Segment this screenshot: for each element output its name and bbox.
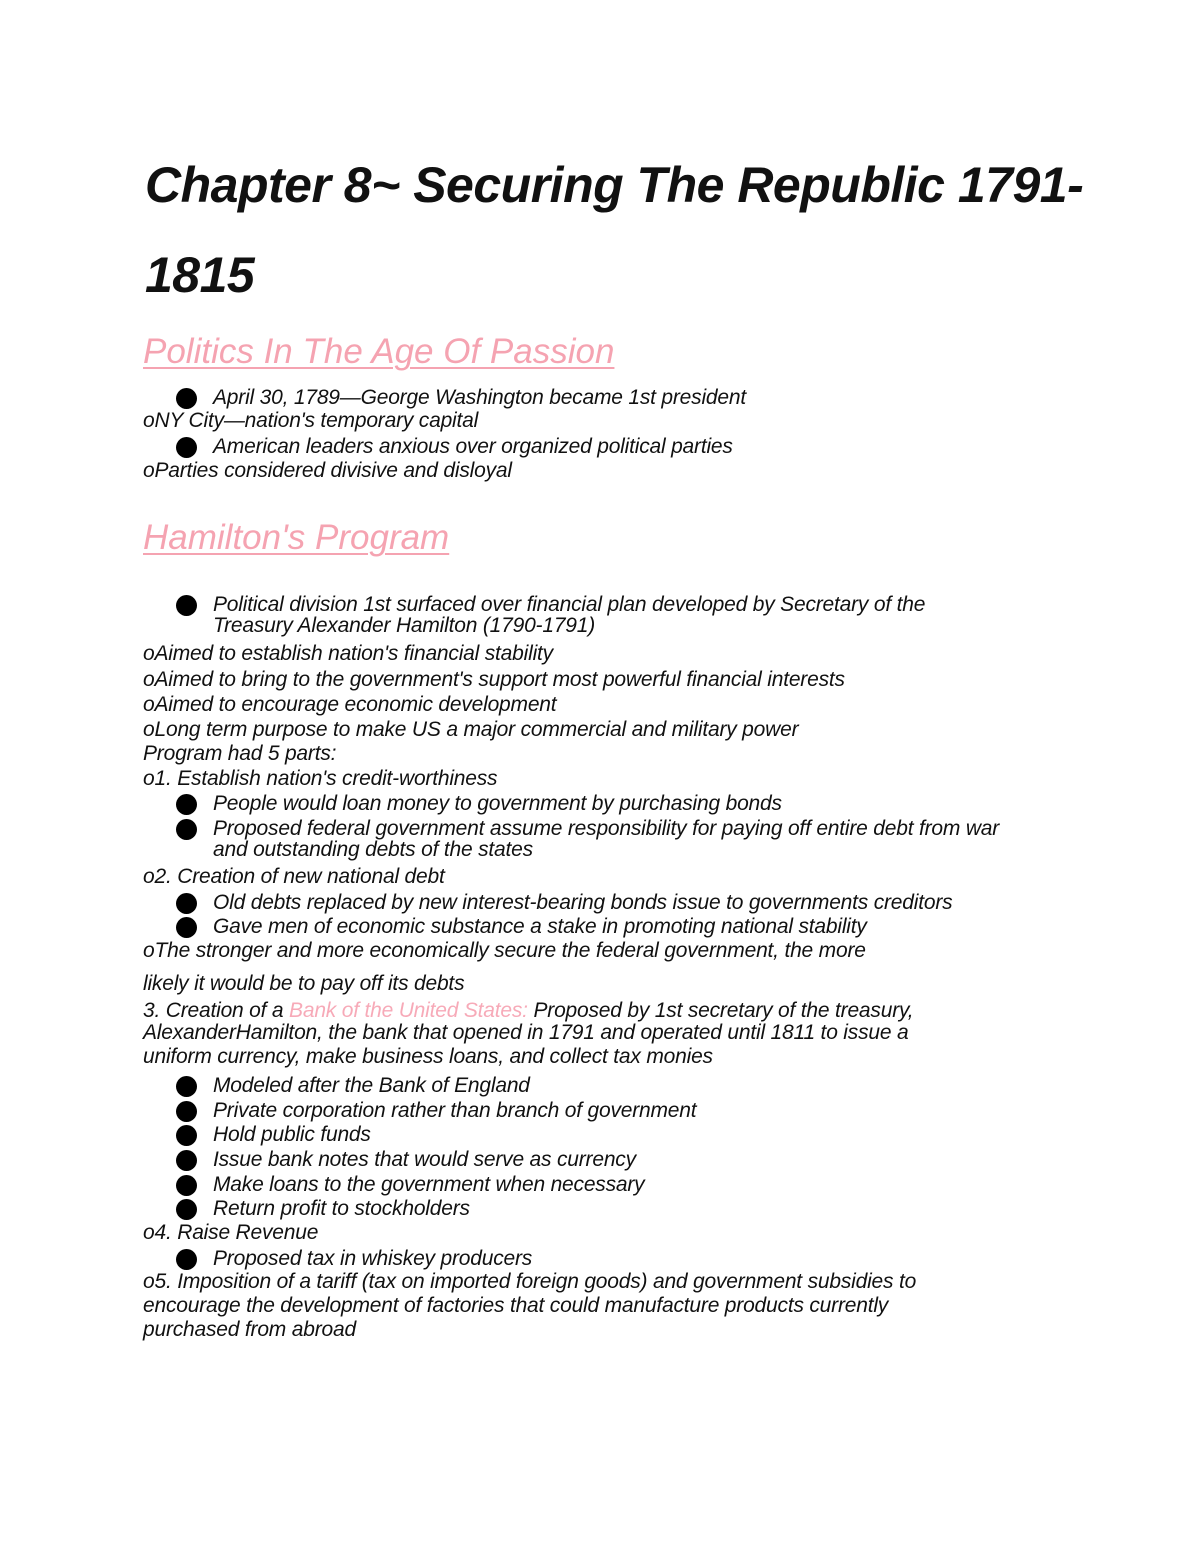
sub-item: oLong term purpose to make US a major commercial and military power [143, 718, 799, 741]
bullet-text: Proposed tax in whiskey producers [213, 1247, 533, 1270]
text-line: likely it would be to pay off its debts [143, 972, 465, 995]
text-segment: Proposed by 1st secretary of the treasury, [527, 999, 914, 1022]
bullet-text: Make loans to the government when necessary [213, 1173, 645, 1196]
text-line: uniform currency, make business loans, and collect tax monies [143, 1045, 713, 1068]
bullet-text: People would loan money to government by purchasing bonds [213, 792, 782, 815]
bullet-item [213, 818, 1023, 860]
page-title: Chapter 8~ Securing The Republic 1791- [145, 157, 1084, 213]
bullet-text: Hold public funds [213, 1123, 371, 1146]
bullet-icon [176, 917, 197, 938]
bullet-text: Gave men of economic substance a stake in promoting national stability [213, 915, 867, 938]
bullet-text: Return profit to stockholders [213, 1197, 470, 1220]
text-line: Program had 5 parts: [143, 742, 337, 765]
bullet-item [213, 594, 1003, 636]
bullet-item [213, 892, 1023, 913]
text-line [143, 999, 913, 1023]
bullet-text: Proposed federal government assume responsibility for paying off entire debt from war and outstanding debts of the states [213, 817, 1000, 861]
bullet-icon [176, 1150, 197, 1171]
bullet-item [213, 1124, 1023, 1145]
bullet-icon [176, 1249, 197, 1270]
bullet-text: April 30, 1789—George Washington became 1st president [213, 386, 747, 409]
text-segment: 3. Creation of a [143, 999, 290, 1022]
sub-item: oAimed to establish nation's financial stability [143, 642, 553, 665]
sub-item: o5. Imposition of a tariff (tax on imported foreign goods) and government subsidies to [143, 1270, 917, 1293]
section-heading-politics: Politics In The Age Of Passion [143, 332, 615, 371]
bullet-icon [176, 819, 197, 840]
section-heading-hamilton: Hamilton's Program [143, 518, 450, 557]
bullet-icon [176, 388, 197, 409]
bullet-item [213, 436, 1023, 457]
sub-item: oAimed to bring to the government's support most powerful financial interests [143, 668, 845, 691]
bullet-text: American leaders anxious over organized political parties [213, 435, 733, 458]
bullet-item [213, 793, 1023, 814]
bullet-item [213, 1174, 1023, 1195]
bullet-icon [176, 1125, 197, 1146]
text-line: AlexanderHamilton, the bank that opened in 1791 and operated until 1811 to issue a [143, 1021, 909, 1044]
sub-item: o2. Creation of new national debt [143, 865, 445, 888]
sub-item: oAimed to encourage economic development [143, 693, 557, 716]
term-bank-of-the-united-states: Bank of the United States: [289, 999, 528, 1022]
bullet-icon [176, 1101, 197, 1122]
sub-item: o1. Establish nation's credit-worthiness [143, 767, 498, 790]
bullet-text: Private corporation rather than branch of government [213, 1099, 697, 1122]
bullet-text: Modeled after the Bank of England [213, 1074, 530, 1097]
bullet-icon [176, 437, 197, 458]
sub-item: oNY City—nation's temporary capital [143, 409, 479, 432]
bullet-icon [176, 1199, 197, 1220]
bullet-item [213, 1149, 1023, 1170]
sub-item: oParties considered divisive and disloyal [143, 459, 512, 482]
bullet-icon [176, 595, 197, 616]
bullet-item [213, 1248, 1023, 1269]
bullet-item [213, 1075, 1023, 1096]
bullet-icon [176, 893, 197, 914]
sub-item: oThe stronger and more economically secure the federal government, the more [143, 939, 866, 962]
bullet-text: Issue bank notes that would serve as currency [213, 1148, 636, 1171]
bullet-icon [176, 1175, 197, 1196]
page-title-continued: 1815 [145, 247, 255, 303]
bullet-text: Political division 1st surfaced over financial plan developed by Secretary of the Treasury Alexander Hamilton (1790-1791) [213, 593, 926, 637]
text-line: purchased from abroad [143, 1318, 356, 1341]
bullet-item [213, 916, 1023, 937]
bullet-icon [176, 1076, 197, 1097]
bullet-item [213, 1100, 1023, 1121]
bullet-text: Old debts replaced by new interest-bearing bonds issue to governments creditors [213, 891, 953, 914]
text-line: encourage the development of factories that could manufacture products currently [143, 1294, 889, 1317]
bullet-item [213, 1198, 1023, 1219]
bullet-item [213, 387, 1023, 408]
sub-item: o4. Raise Revenue [143, 1221, 319, 1244]
bullet-icon [176, 794, 197, 815]
